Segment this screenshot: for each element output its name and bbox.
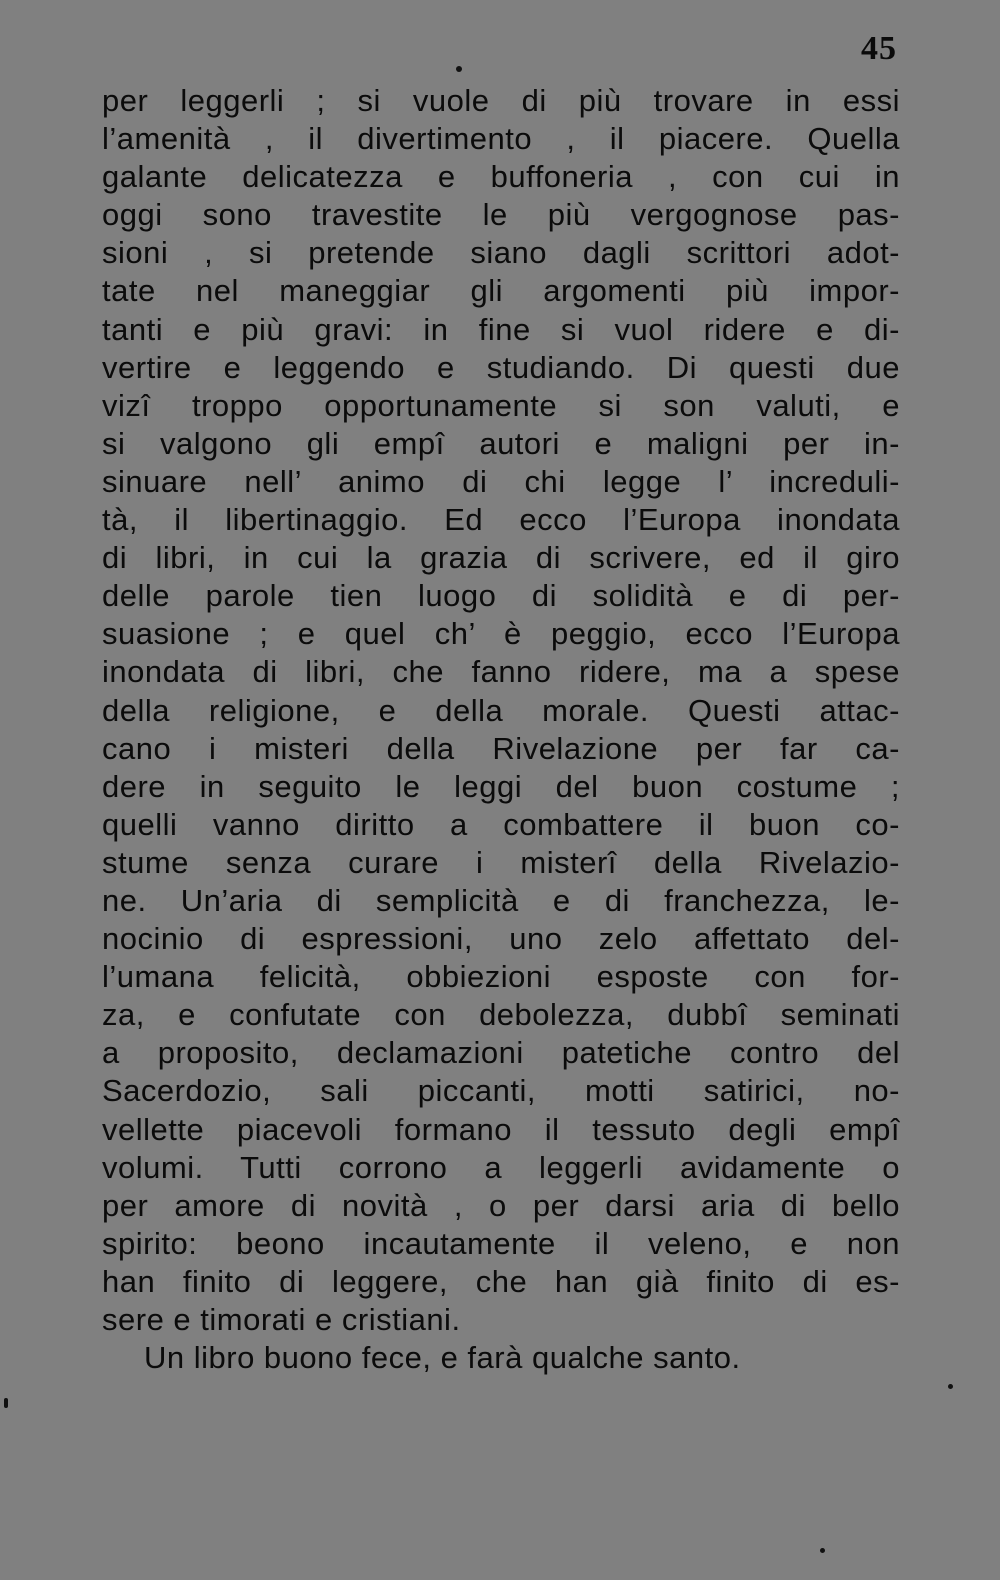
text-line: ne. Un’aria di semplicità e di franchezza, le-: [102, 882, 900, 918]
text-line: suasione ; e quel ch’ è peggio, ecco l’Europa: [102, 616, 900, 652]
page-number: 45: [861, 30, 897, 67]
text-line: delle parole tien luogo di solidità e di per-: [102, 578, 900, 614]
text-line: vizî troppo opportunamente si son valuti, e: [102, 387, 900, 423]
scan-speck: [4, 1398, 8, 1408]
text-line: sinuare nell’ animo di chi legge l’ increduli-: [102, 463, 900, 499]
text-line: dere in seguito le leggi del buon costume ;: [102, 768, 900, 804]
text-line: vertire e leggendo e studiando. Di questi due: [102, 349, 900, 385]
text-line: Un libro buono fece, e farà qualche santo.: [144, 1340, 741, 1376]
text-line: stume senza curare i misterî della Rivelazio-: [102, 844, 900, 880]
text-line: l’umana felicità, obbiezioni esposte con for-: [102, 959, 900, 995]
scan-speck: [820, 1548, 825, 1553]
text-line: vellette piacevoli formano il tessuto degli empî: [102, 1111, 900, 1147]
text-line: Sacerdozio, sali piccanti, motti satirici, no-: [102, 1073, 900, 1109]
text-line: sere e timorati e cristiani.: [102, 1302, 461, 1337]
text-line: di libri, in cui la grazia di scrivere, ed il giro: [102, 540, 900, 576]
text-line: sioni , si pretende siano dagli scrittori adot-: [102, 235, 900, 271]
text-line: spirito: beono incautamente il veleno, e non: [102, 1225, 900, 1261]
text-line: tà, il libertinaggio. Ed ecco l’Europa inondata: [102, 502, 900, 538]
body-text: [102, 82, 900, 1377]
text-line: per leggerli ; si vuole di più trovare in essi: [102, 83, 900, 118]
text-line: galante delicatezza e buffoneria , con cui in: [102, 159, 900, 195]
text-line: per amore di novità , o per darsi aria di bello: [102, 1187, 900, 1223]
text-line: cano i misteri della Rivelazione per far ca-: [102, 730, 900, 766]
text-line: tanti e più gravi: in fine si vuol ridere e di-: [102, 311, 900, 347]
text-line: volumi. Tutti corrono a leggerli avidamente o: [102, 1149, 900, 1185]
text-line: l’amenità , il divertimento , il piacere. Quella: [102, 121, 900, 157]
text-line: tate nel maneggiar gli argomenti più impor-: [102, 273, 900, 309]
scan-speck: [456, 66, 462, 72]
text-line: della religione, e della morale. Questi attac-: [102, 692, 900, 728]
text-line: han finito di leggere, che han già finito di es-: [102, 1263, 900, 1299]
text-line: oggi sono travestite le più vergognose pas-: [102, 197, 900, 233]
scan-speck: [948, 1384, 953, 1389]
text-line: quelli vanno diritto a combattere il buon co-: [102, 806, 900, 842]
text-line: a proposito, declamazioni patetiche contro del: [102, 1035, 900, 1071]
text-line: inondata di libri, che fanno ridere, ma a spese: [102, 654, 900, 690]
text-line: za, e confutate con debolezza, dubbî seminati: [102, 997, 900, 1033]
text-line: si valgono gli empî autori e maligni per in-: [102, 425, 900, 461]
text-line: nocinio di espressioni, uno zelo affettato del-: [102, 921, 900, 957]
